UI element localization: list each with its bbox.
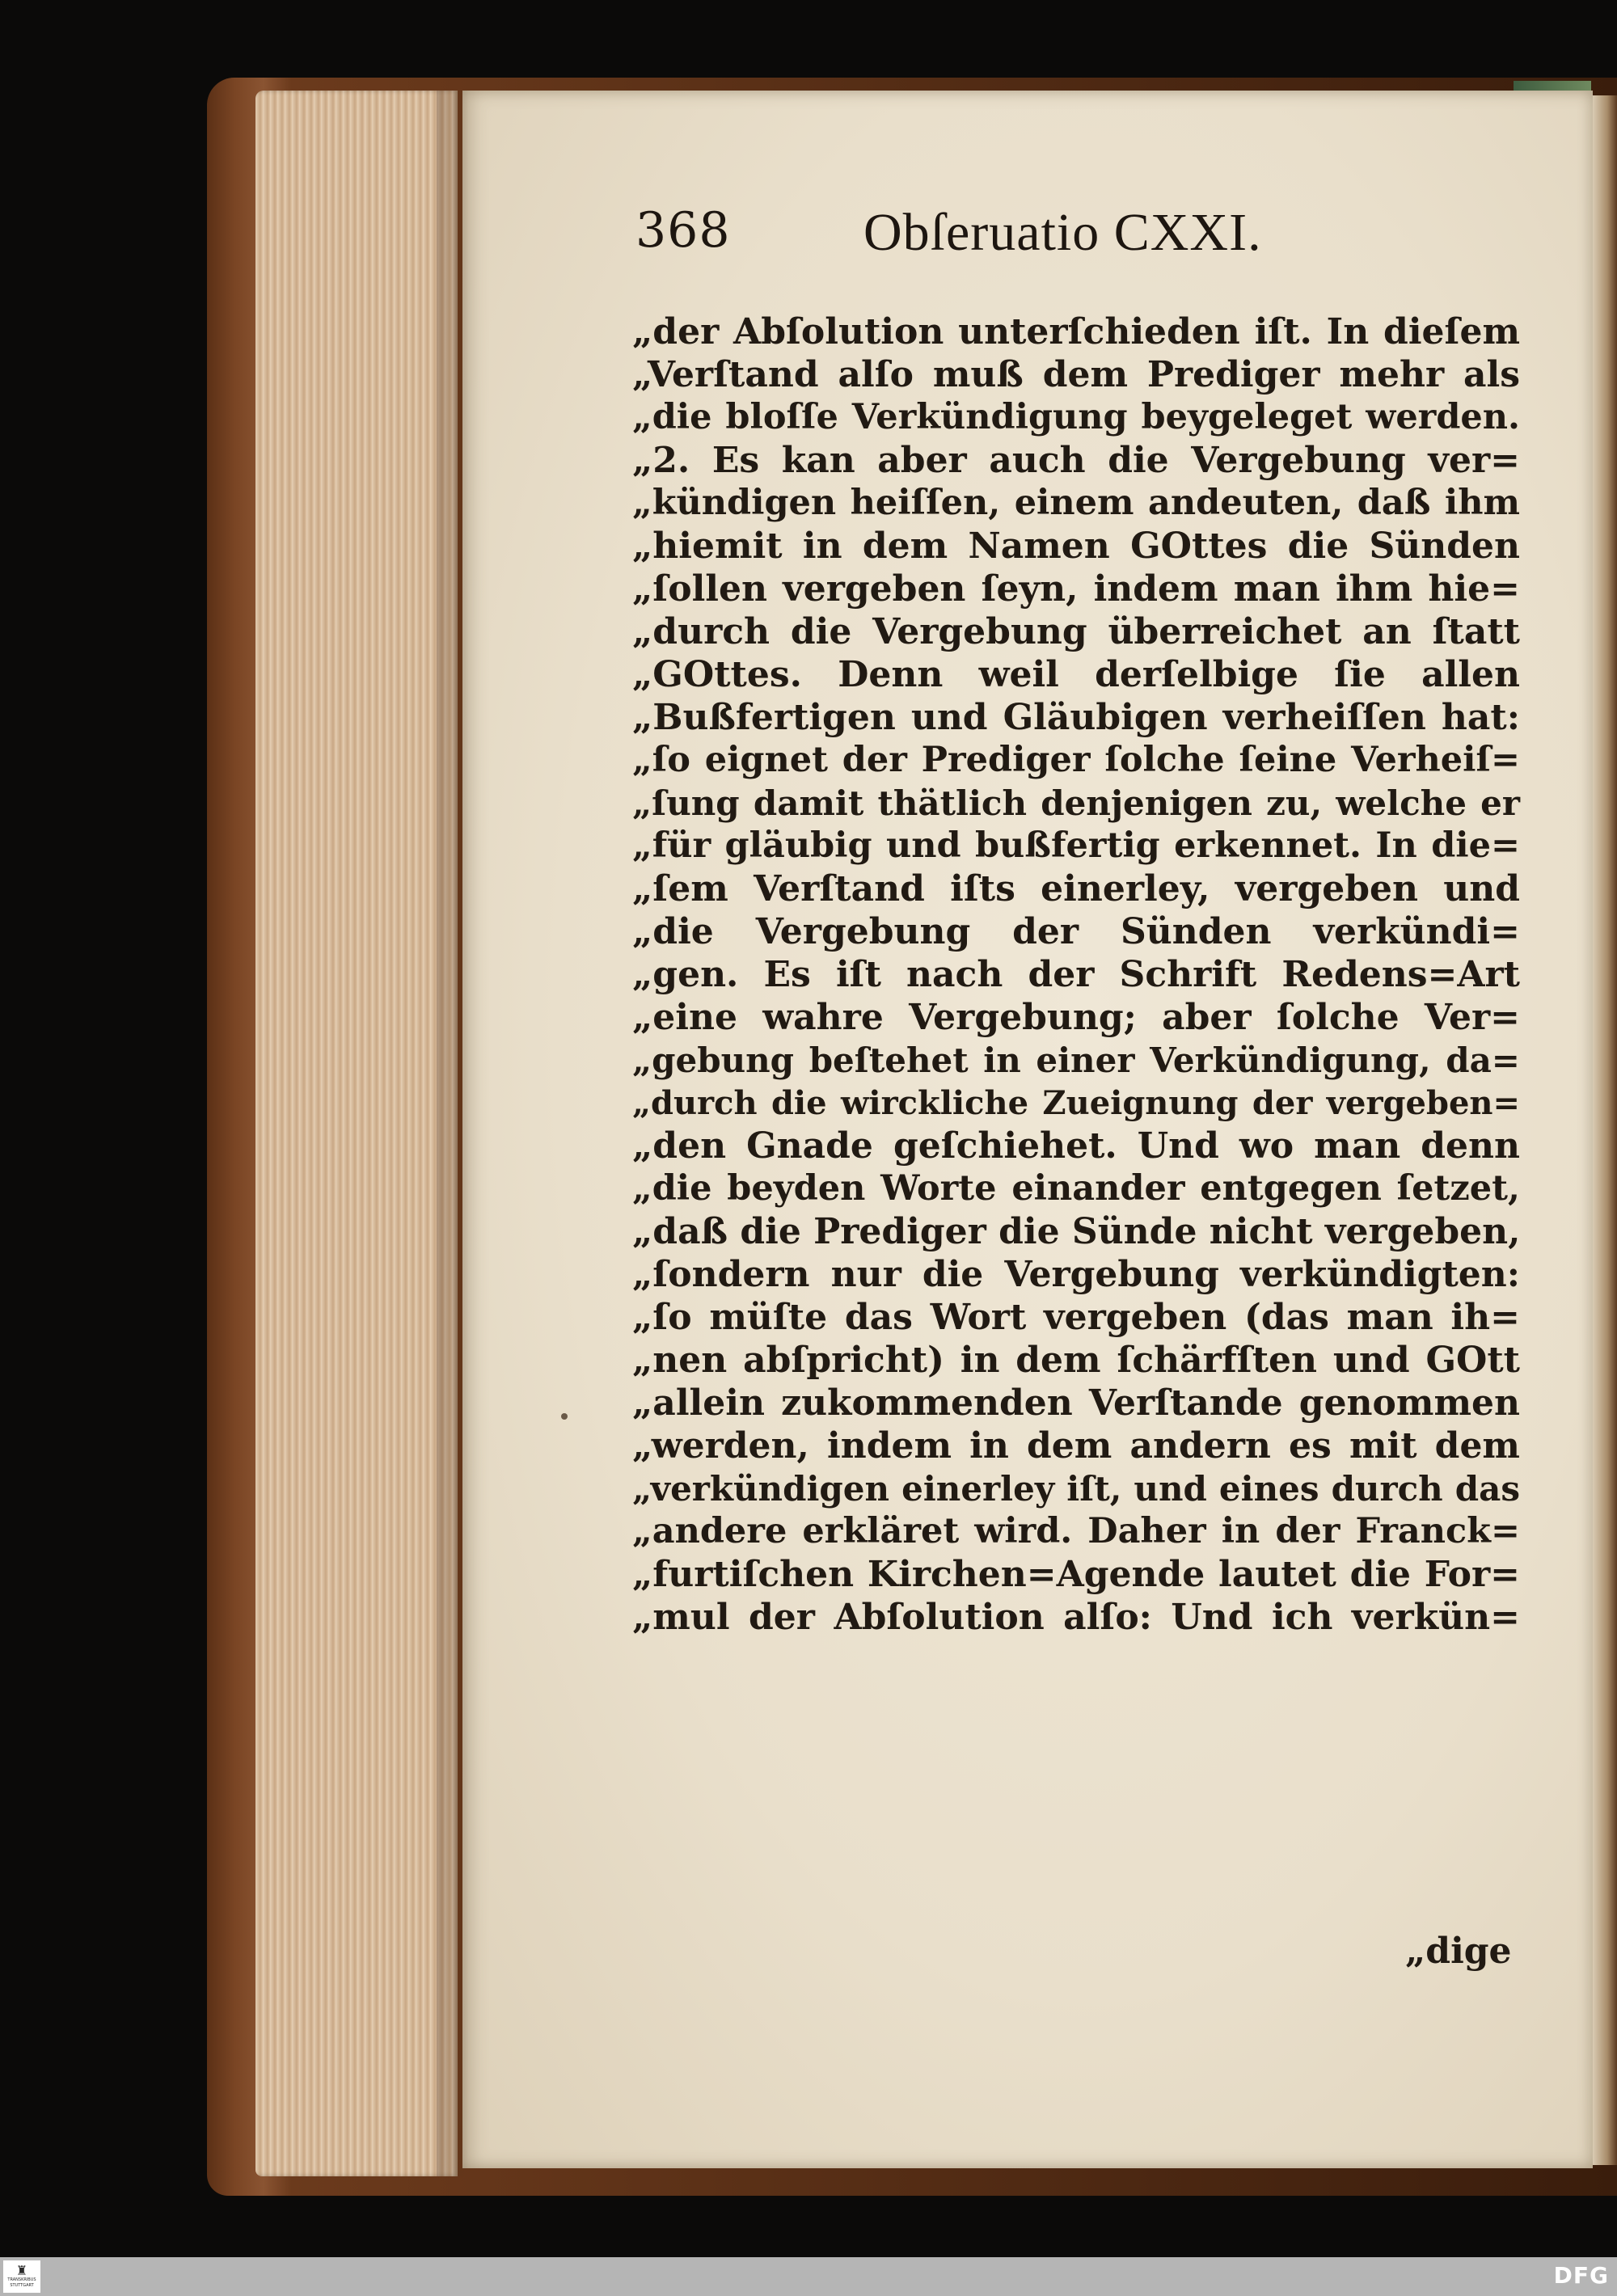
text-line: „ſo müſte das Wort vergeben (das man ih= — [632, 1297, 1520, 1338]
text-line: „durch die wirckliche Zueignung der vergeben= — [632, 1084, 1520, 1122]
text-line: „werden, indem in dem andern es mit dem — [632, 1425, 1520, 1467]
text-line: „durch die Vergebung überreichet an ſtatt — [632, 611, 1520, 652]
text-line: „ſollen vergeben ſeyn, indem man ihm hie= — [632, 568, 1520, 610]
catchword: „dige — [1405, 1931, 1512, 1972]
library-logo[interactable] — [3, 2260, 40, 2293]
page-body-text — [632, 310, 1520, 1639]
text-line: „ſondern nur die Vergebung verkündigten: — [632, 1254, 1520, 1295]
gutter-edge — [1593, 95, 1617, 2165]
text-line: „den Gnade geſchiehet. Und wo man denn — [632, 1125, 1520, 1167]
page-number: 368 — [635, 202, 731, 259]
text-line: „nen abſpricht) in dem ſchärfſten und GOtt — [632, 1340, 1520, 1381]
text-line: „furtiſchen Kirchen=Agende lautet die For= — [632, 1554, 1520, 1595]
running-head: Obſeruatio CXXI. — [863, 203, 1262, 262]
text-line: „die beyden Worte einander entgegen ſetzet, — [632, 1168, 1520, 1209]
ink-speck — [561, 1413, 568, 1420]
text-line: „gen. Es iſt nach der Schrift Redens=Art — [632, 954, 1520, 995]
text-line: „daß die Prediger die Sünde nicht vergeben, — [632, 1211, 1521, 1252]
text-line: „für gläubig und bußfertig erkennet. In die= — [632, 825, 1520, 866]
text-line: „gebung beſtehet in einer Verkündigung, da= — [632, 1040, 1520, 1080]
text-line: „hiemit in dem Namen GOttes die Sünden — [632, 525, 1520, 567]
text-line: „die bloſſe Verkündigung beygeleget werden. — [632, 397, 1520, 437]
text-line: „andere erkläret wird. Daher in der Franck= — [632, 1511, 1520, 1551]
text-line: „Bußfertigen und Gläubigen verheiſſen hat: — [632, 697, 1520, 738]
text-line: „der Abſolution unterſchieden iſt. In dieſem — [632, 311, 1520, 352]
text-line: „mul der Abſolution alſo: Und ich verkün= — [632, 1597, 1520, 1638]
spine-shadow — [437, 91, 469, 2176]
footer-bar — [0, 2257, 1617, 2296]
page-edges — [255, 91, 458, 2176]
text-line: „ſung damit thätlich denjenigen zu, welche er — [632, 783, 1520, 823]
text-line: „ſo eignet der Prediger ſolche ſeine Verheiſ= — [632, 740, 1520, 780]
text-line: „ſem Verſtand iſts einerley, vergeben und — [632, 868, 1520, 910]
text-line: „eine wahre Vergebung; aber ſolche Ver= — [632, 997, 1520, 1038]
library-logo-text: TRANSKRIBUS STUTTGART — [7, 2277, 36, 2288]
library-crest-icon: ♜ — [15, 2263, 28, 2278]
text-line: „allein zukommenden Verſtande genommen — [632, 1382, 1520, 1424]
text-line: „GOttes. Denn weil derſelbige ſie allen — [632, 654, 1520, 695]
text-line: „die Vergebung der Sünden verkündi= — [632, 911, 1520, 952]
text-line: „kündigen heiſſen, einem andeuten, daß ihm — [632, 483, 1520, 523]
dfg-logo[interactable]: DFG — [1553, 2262, 1609, 2289]
text-line: „Verſtand alſo muß dem Prediger mehr als — [632, 354, 1520, 395]
text-line: „2. Es kan aber auch die Vergebung ver= — [632, 440, 1520, 481]
text-line: „verkündigen einerley iſt, und eines durch das — [632, 1469, 1520, 1509]
